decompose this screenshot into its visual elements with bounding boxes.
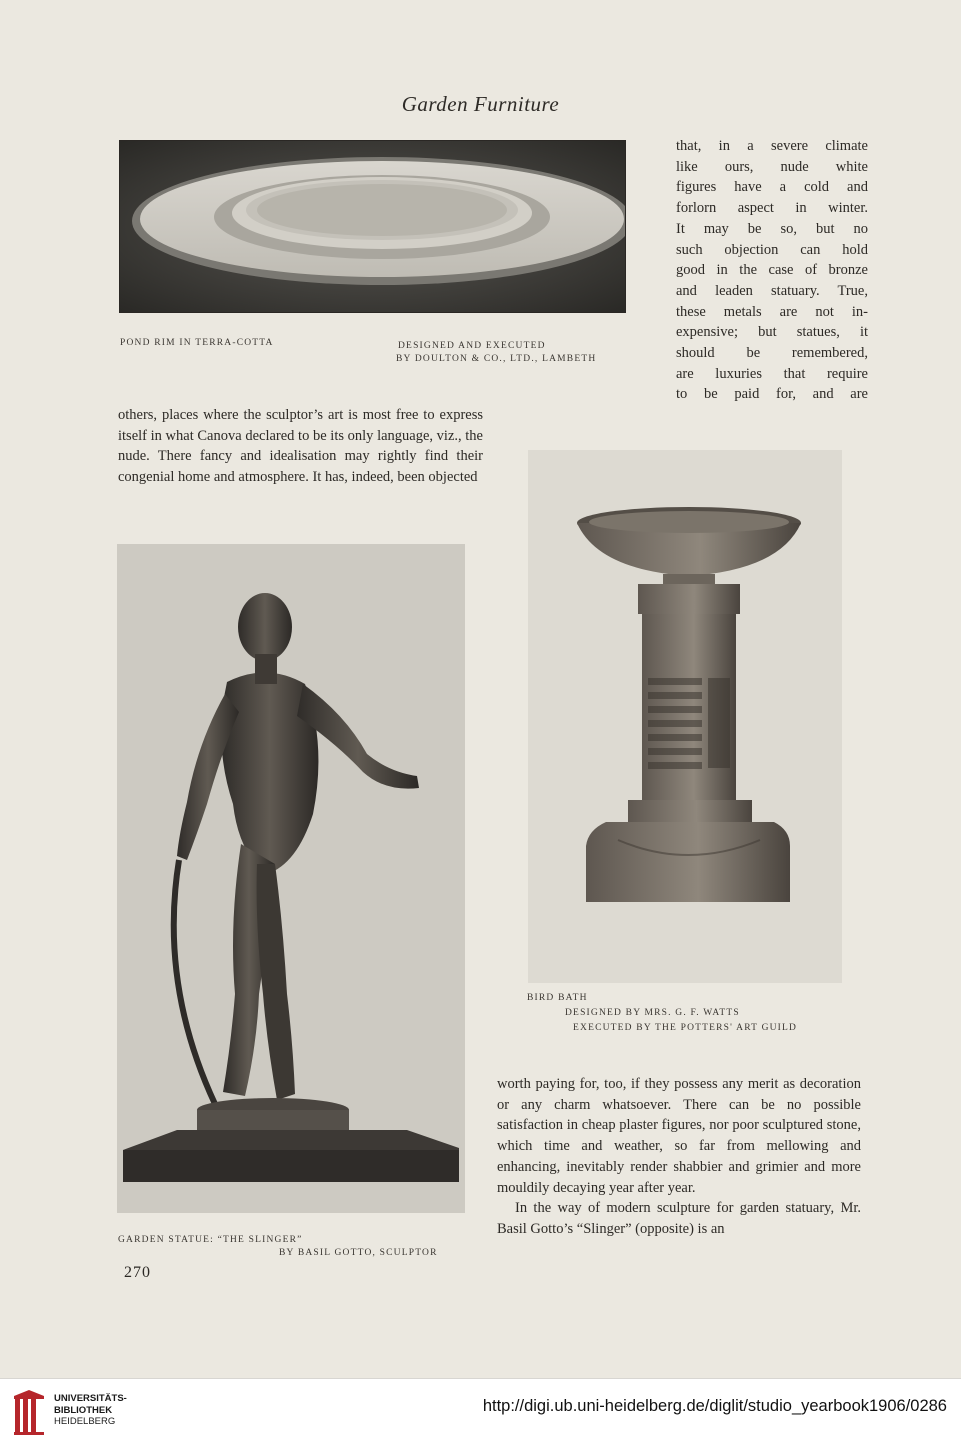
bird-bath-caption-3: EXECUTED BY THE POTTERS' ART GUILD <box>573 1023 798 1033</box>
right-column-line: are luxuries that require <box>676 365 868 382</box>
right-column-line: forlorn aspect in winter. <box>676 200 868 217</box>
left-paragraph <box>118 405 483 488</box>
right-column-line: and leaden statuary. True, <box>676 282 868 299</box>
right-column-text <box>676 136 868 405</box>
bird-bath-illustration <box>528 450 842 983</box>
right-column-line: to be paid for, and are <box>676 386 868 403</box>
library-name-line-3: HEIDELBERG <box>54 1416 116 1427</box>
pond-rim-photo <box>119 140 626 313</box>
final-paragraph-text: In the way of modern sculpture for garden statuary, Mr. Basil Gotto’s “Slinger” (opposite) is an <box>497 1200 861 1237</box>
library-name-line-2: BIBLIOTHEK <box>54 1404 113 1416</box>
pond-rim-caption-left: POND RIM IN TERRA-COTTA <box>120 338 274 348</box>
right-column-line: It may be so, but no <box>676 220 868 237</box>
slinger-statue-photo <box>117 544 465 1213</box>
right-column-line: such objection can hold <box>676 241 868 258</box>
left-paragraph-text: others, places where the sculptor’s art is most free to express itself in what Canova declared to be its only language, viz., the nude. There fancy and idealisation may rightly find their congenial home and atmosphere. It has, indeed, been objected <box>118 407 483 486</box>
bird-bath-caption-2: DESIGNED BY MRS. G. F. WATTS <box>565 1008 740 1018</box>
slinger-caption-2: BY BASIL GOTTO, SCULPTOR <box>279 1248 438 1258</box>
slinger-caption-1: GARDEN STATUE: “THE SLINGER” <box>118 1235 303 1245</box>
right-column-line: these metals are not in- <box>676 303 868 320</box>
pond-rim-illustration <box>120 141 625 312</box>
running-head: Garden Furniture <box>401 92 560 116</box>
library-name <box>54 1393 127 1428</box>
right-column-line: like ours, nude white <box>676 158 868 175</box>
permalink-url[interactable]: http://digi.ub.uni-heidelberg.de/diglit/studio_yearbook1906/0286 <box>482 1397 947 1415</box>
lower-right-text <box>497 1074 861 1240</box>
pond-rim-caption-right-1: DESIGNED AND EXECUTED <box>398 341 546 351</box>
slinger-statue-illustration <box>117 544 465 1213</box>
right-column-line: expensive; but statues, it <box>676 324 868 341</box>
bird-bath-caption-1: BIRD BATH <box>527 993 588 1003</box>
lower-paragraph-text: worth paying for, too, if they possess any merit as decoration or any charm whatsoever. There can be no possible satisfaction in cheap plaster figures, nor poor sculptured stone, which time and weather, so far from mellowing and enhancing, inevitably render shabbier and grimier and more mouldily decaying year after year. <box>497 1076 861 1196</box>
right-column-line: figures have a cold and <box>676 179 868 196</box>
right-column-line: should be remembered, <box>676 345 868 362</box>
bird-bath-photo <box>528 450 842 983</box>
library-name-line-1: UNIVERSITÄTS- <box>54 1393 127 1404</box>
right-column-line: that, in a severe climate <box>676 138 868 154</box>
page-number: 270 <box>124 1264 151 1281</box>
pond-rim-caption-right-2: BY DOULTON & CO., LTD., LAMBETH <box>396 354 597 364</box>
right-column-line: good in the case of bronze <box>676 262 868 279</box>
viewer-footer <box>0 1378 961 1448</box>
university-library-logo-icon <box>12 1390 46 1436</box>
